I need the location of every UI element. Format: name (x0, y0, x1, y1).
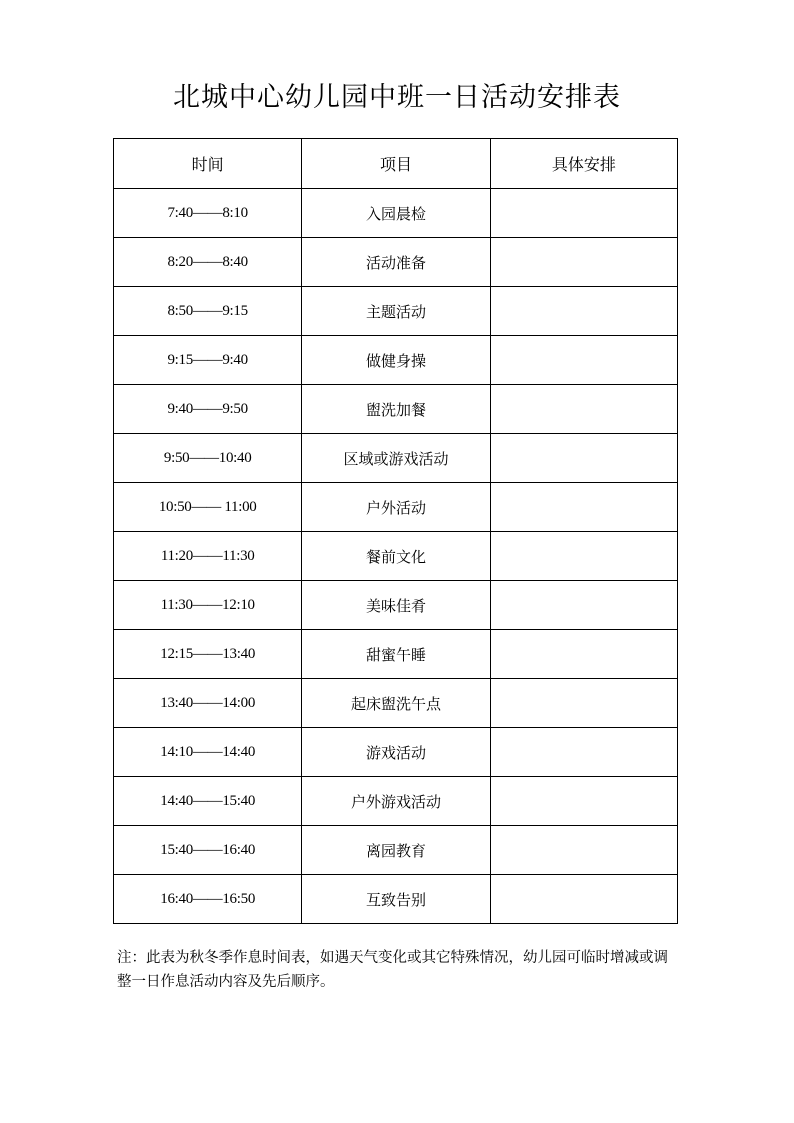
time-cell: 15:40——16:40 (114, 826, 302, 875)
time-cell: 14:10——14:40 (114, 728, 302, 777)
header-detail: 具体安排 (490, 139, 677, 189)
table-header-row (114, 139, 678, 189)
activity-cell: 美味佳肴 (302, 581, 490, 630)
detail-cell (490, 287, 677, 336)
time-cell: 9:40——9:50 (114, 385, 302, 434)
table-row (114, 434, 678, 483)
detail-cell (490, 826, 677, 875)
header-item: 项目 (302, 139, 490, 189)
activity-cell: 活动准备 (302, 238, 490, 287)
detail-cell (490, 777, 677, 826)
table-row (114, 875, 678, 924)
table-row (114, 189, 678, 238)
activity-cell: 餐前文化 (302, 532, 490, 581)
detail-cell (490, 630, 677, 679)
activity-cell: 甜蜜午睡 (302, 630, 490, 679)
table-row (114, 826, 678, 875)
detail-cell (490, 728, 677, 777)
activity-cell: 入园晨检 (302, 189, 490, 238)
activity-cell: 主题活动 (302, 287, 490, 336)
table-row (114, 679, 678, 728)
detail-cell (490, 532, 677, 581)
time-cell: 7:40——8:10 (114, 189, 302, 238)
detail-cell (490, 336, 677, 385)
header-time: 时间 (114, 139, 302, 189)
activity-cell: 游戏活动 (302, 728, 490, 777)
activity-cell: 起床盥洗午点 (302, 679, 490, 728)
table-row (114, 630, 678, 679)
table-row (114, 777, 678, 826)
detail-cell (490, 434, 677, 483)
activity-cell: 盥洗加餐 (302, 385, 490, 434)
detail-cell (490, 385, 677, 434)
detail-cell (490, 581, 677, 630)
time-cell: 9:15——9:40 (114, 336, 302, 385)
detail-cell (490, 483, 677, 532)
table-row (114, 287, 678, 336)
activity-cell: 户外游戏活动 (302, 777, 490, 826)
table-row (114, 336, 678, 385)
detail-cell (490, 238, 677, 287)
activity-cell: 户外活动 (302, 483, 490, 532)
time-cell: 12:15——13:40 (114, 630, 302, 679)
schedule-body (114, 189, 678, 924)
time-cell: 9:50——10:40 (114, 434, 302, 483)
time-cell: 10:50—— 11:00 (114, 483, 302, 532)
table-row (114, 728, 678, 777)
table-row (114, 238, 678, 287)
time-cell: 13:40——14:00 (114, 679, 302, 728)
time-cell: 11:20——11:30 (114, 532, 302, 581)
page-title: 北城中心幼儿园中班一日活动安排表 (173, 82, 621, 113)
time-cell: 8:50——9:15 (114, 287, 302, 336)
table-row (114, 532, 678, 581)
activity-cell: 互致告别 (302, 875, 490, 924)
detail-cell (490, 189, 677, 238)
detail-cell (490, 875, 677, 924)
time-cell: 14:40——15:40 (114, 777, 302, 826)
table-row (114, 483, 678, 532)
activity-cell: 区域或游戏活动 (302, 434, 490, 483)
schedule-table (113, 138, 678, 924)
time-cell: 8:20——8:40 (114, 238, 302, 287)
time-cell: 16:40——16:50 (114, 875, 302, 924)
time-cell: 11:30——12:10 (114, 581, 302, 630)
table-row (114, 581, 678, 630)
activity-cell: 离园教育 (302, 826, 490, 875)
detail-cell (490, 679, 677, 728)
activity-cell: 做健身操 (302, 336, 490, 385)
table-row (114, 385, 678, 434)
footnote: 注：此表为秋冬季作息时间表，如遇天气变化或其它特殊情况，幼儿园可临时增减或调整一日作息活动内容及先后顺序。 (117, 950, 668, 990)
